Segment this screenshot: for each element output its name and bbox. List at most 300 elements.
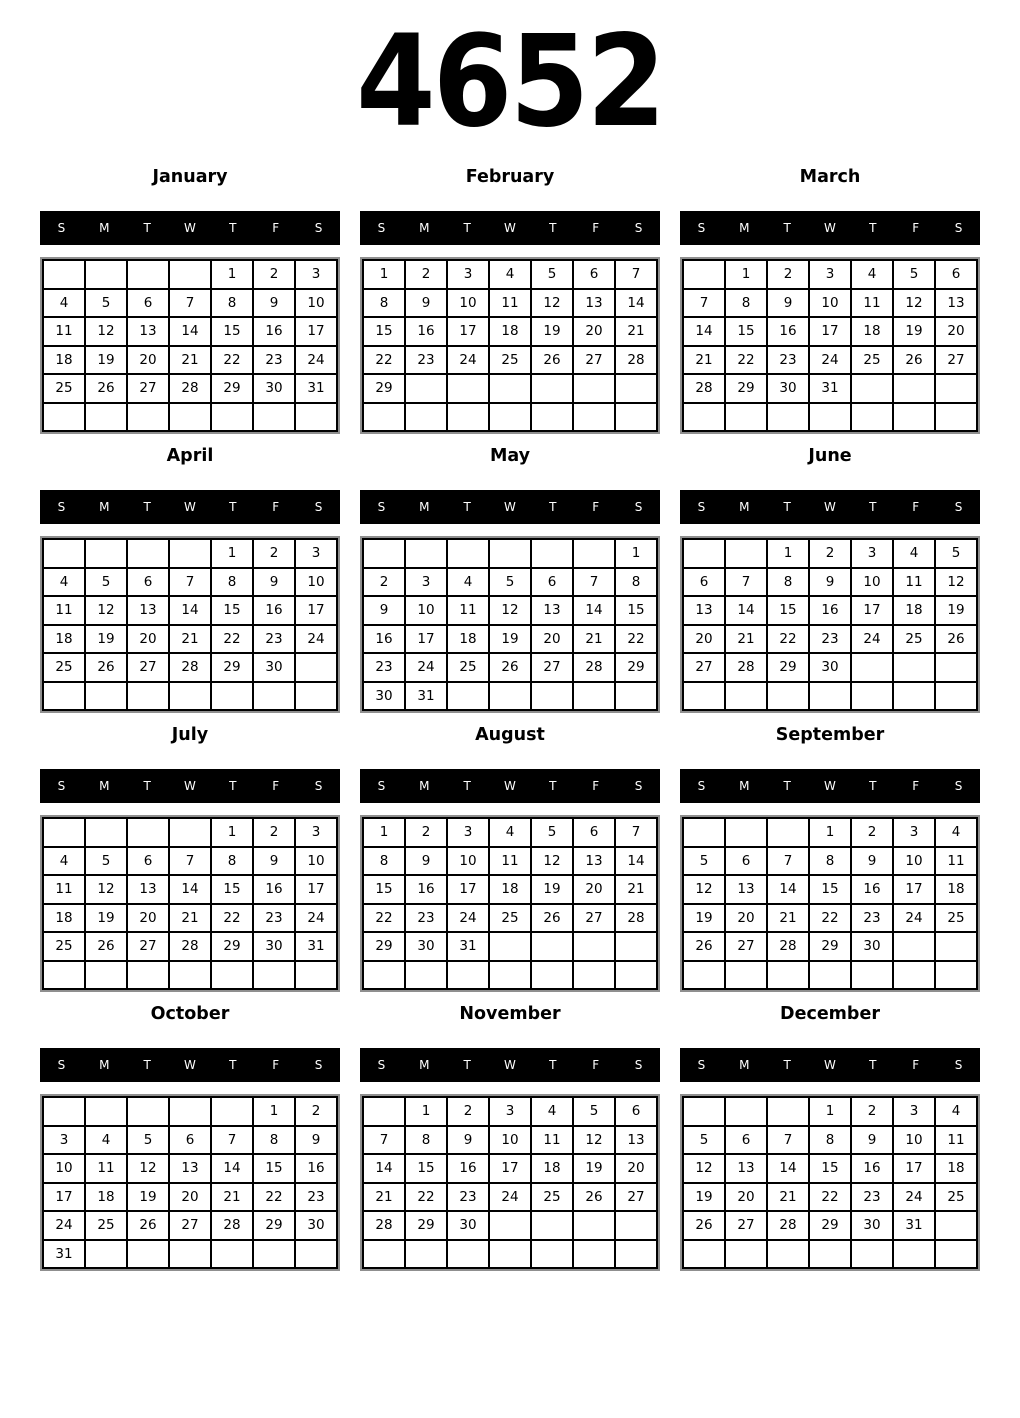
week-row <box>683 1126 977 1155</box>
week-row <box>363 1240 657 1269</box>
day-cell: 22 <box>363 346 405 375</box>
day-cell <box>295 1240 337 1269</box>
day-cell: 10 <box>893 1126 935 1155</box>
weekday-label: M <box>419 221 430 235</box>
week-row <box>683 1097 977 1126</box>
day-cell: 18 <box>43 904 85 933</box>
day-cell: 2 <box>447 1097 489 1126</box>
week-row <box>43 539 337 568</box>
day-cell: 5 <box>573 1097 615 1126</box>
month-grid-frame <box>680 1094 980 1271</box>
day-cell: 9 <box>447 1126 489 1155</box>
day-cell: 8 <box>363 289 405 318</box>
week-row <box>683 1211 977 1240</box>
weekday-label: W <box>824 1058 836 1072</box>
day-cell: 6 <box>573 260 615 289</box>
day-cell: 14 <box>169 596 211 625</box>
day-cell: 4 <box>43 289 85 318</box>
day-cell: 11 <box>43 317 85 346</box>
day-cell: 14 <box>767 1154 809 1183</box>
weekday-label: T <box>463 779 471 793</box>
week-row <box>363 289 657 318</box>
day-cell: 3 <box>405 568 447 597</box>
month-grid <box>42 538 338 711</box>
day-cell <box>615 682 657 711</box>
day-cell <box>573 1211 615 1240</box>
day-cell: 15 <box>363 317 405 346</box>
weekday-label: W <box>824 779 836 793</box>
day-cell: 6 <box>725 1126 767 1155</box>
day-cell: 30 <box>767 374 809 403</box>
weekday-label: M <box>739 1058 750 1072</box>
day-cell <box>615 932 657 961</box>
day-cell <box>683 682 725 711</box>
day-cell: 10 <box>295 847 337 876</box>
day-cell: 2 <box>851 1097 893 1126</box>
day-cell <box>615 403 657 432</box>
day-cell: 6 <box>127 568 169 597</box>
day-cell: 29 <box>363 374 405 403</box>
month-grid-body <box>43 1097 337 1268</box>
day-cell <box>127 1097 169 1126</box>
day-cell: 23 <box>851 904 893 933</box>
day-cell <box>489 961 531 990</box>
day-cell <box>851 653 893 682</box>
week-row <box>43 317 337 346</box>
day-cell: 21 <box>363 1183 405 1212</box>
day-cell <box>809 1240 851 1269</box>
day-cell <box>767 403 809 432</box>
day-cell: 25 <box>489 904 531 933</box>
day-cell: 12 <box>893 289 935 318</box>
weekday-label: M <box>419 1058 430 1072</box>
weekday-label: M <box>419 779 430 793</box>
day-cell: 13 <box>573 847 615 876</box>
day-cell: 25 <box>893 625 935 654</box>
day-cell: 25 <box>531 1183 573 1212</box>
week-row <box>683 653 977 682</box>
day-cell <box>169 260 211 289</box>
day-cell: 11 <box>935 847 977 876</box>
day-cell: 15 <box>211 596 253 625</box>
day-cell: 13 <box>573 289 615 318</box>
day-cell: 23 <box>809 625 851 654</box>
day-cell <box>169 682 211 711</box>
weekday-label: S <box>377 779 386 793</box>
day-cell: 28 <box>725 653 767 682</box>
day-cell <box>127 818 169 847</box>
day-cell: 23 <box>295 1183 337 1212</box>
day-cell: 30 <box>809 653 851 682</box>
weekday-label: M <box>99 779 110 793</box>
month-grid-body <box>363 539 657 710</box>
week-row <box>43 1211 337 1240</box>
day-cell: 15 <box>211 317 253 346</box>
month-grid-body <box>43 539 337 710</box>
week-row <box>683 317 977 346</box>
weekday-label: T <box>549 221 557 235</box>
day-cell: 6 <box>725 847 767 876</box>
day-cell <box>489 374 531 403</box>
day-cell: 16 <box>447 1154 489 1183</box>
month-title: February <box>465 167 555 187</box>
day-cell: 26 <box>531 346 573 375</box>
day-cell <box>767 1240 809 1269</box>
day-cell: 8 <box>211 568 253 597</box>
month-title: December <box>780 1004 880 1024</box>
day-cell: 14 <box>363 1154 405 1183</box>
day-cell: 31 <box>405 682 447 711</box>
day-cell <box>211 1240 253 1269</box>
day-cell <box>43 1097 85 1126</box>
day-cell: 15 <box>767 596 809 625</box>
weekday-label: T <box>229 500 237 514</box>
day-cell <box>405 403 447 432</box>
day-cell: 17 <box>893 1154 935 1183</box>
day-cell: 17 <box>295 317 337 346</box>
weekday-bar <box>40 490 340 524</box>
day-cell: 25 <box>935 1183 977 1212</box>
day-cell: 15 <box>253 1154 295 1183</box>
month-grid-frame <box>680 815 980 992</box>
weekday-label: W <box>824 221 836 235</box>
day-cell: 14 <box>169 875 211 904</box>
day-cell <box>405 1240 447 1269</box>
day-cell: 25 <box>43 653 85 682</box>
day-cell <box>43 682 85 711</box>
weekday-label: W <box>824 500 836 514</box>
weekday-label: T <box>143 221 151 235</box>
day-cell <box>573 374 615 403</box>
day-cell: 27 <box>725 1211 767 1240</box>
weekday-label: F <box>912 500 920 514</box>
day-cell: 18 <box>447 625 489 654</box>
day-cell <box>489 403 531 432</box>
day-cell: 29 <box>615 653 657 682</box>
day-cell <box>725 818 767 847</box>
day-cell: 9 <box>405 289 447 318</box>
day-cell <box>43 403 85 432</box>
day-cell: 13 <box>127 317 169 346</box>
month-block <box>680 722 980 992</box>
week-row <box>43 875 337 904</box>
day-cell: 20 <box>935 317 977 346</box>
month-grid <box>682 1096 978 1269</box>
week-row <box>363 539 657 568</box>
week-row <box>683 682 977 711</box>
week-row <box>683 1240 977 1269</box>
week-row <box>683 818 977 847</box>
day-cell: 28 <box>169 932 211 961</box>
week-row <box>363 653 657 682</box>
day-cell: 2 <box>253 539 295 568</box>
day-cell: 28 <box>211 1211 253 1240</box>
day-cell: 5 <box>489 568 531 597</box>
day-cell: 8 <box>725 289 767 318</box>
day-cell: 10 <box>405 596 447 625</box>
day-cell: 12 <box>85 875 127 904</box>
day-cell <box>851 682 893 711</box>
weekday-label: T <box>869 221 877 235</box>
weekday-label: M <box>99 500 110 514</box>
day-cell <box>85 961 127 990</box>
weekday-bar <box>360 211 660 245</box>
day-cell: 15 <box>809 1154 851 1183</box>
day-cell: 12 <box>573 1126 615 1155</box>
weekday-label: S <box>314 221 323 235</box>
day-cell: 23 <box>253 625 295 654</box>
day-cell: 20 <box>573 317 615 346</box>
day-cell: 5 <box>531 818 573 847</box>
day-cell: 14 <box>573 596 615 625</box>
week-row <box>43 403 337 432</box>
month-grid-frame <box>360 1094 660 1271</box>
day-cell: 17 <box>447 875 489 904</box>
day-cell: 29 <box>809 1211 851 1240</box>
day-cell <box>851 403 893 432</box>
weekday-label: M <box>739 779 750 793</box>
month-grid-frame <box>40 815 340 992</box>
day-cell: 16 <box>851 1154 893 1183</box>
day-cell: 2 <box>253 260 295 289</box>
day-cell: 24 <box>489 1183 531 1212</box>
day-cell: 8 <box>615 568 657 597</box>
day-cell <box>447 403 489 432</box>
day-cell: 21 <box>211 1183 253 1212</box>
day-cell: 22 <box>211 904 253 933</box>
month-block <box>40 722 340 992</box>
day-cell: 25 <box>43 374 85 403</box>
day-cell: 28 <box>683 374 725 403</box>
day-cell: 6 <box>573 818 615 847</box>
month-grid <box>682 259 978 432</box>
day-cell: 25 <box>447 653 489 682</box>
day-cell <box>767 1097 809 1126</box>
day-cell: 5 <box>85 568 127 597</box>
day-cell: 13 <box>683 596 725 625</box>
day-cell: 17 <box>489 1154 531 1183</box>
day-cell: 17 <box>447 317 489 346</box>
day-cell: 4 <box>531 1097 573 1126</box>
day-cell <box>767 818 809 847</box>
day-cell <box>253 961 295 990</box>
week-row <box>683 1183 977 1212</box>
day-cell: 26 <box>893 346 935 375</box>
weekday-bar <box>680 490 980 524</box>
day-cell: 11 <box>893 568 935 597</box>
month-block <box>680 1001 980 1271</box>
weekday-label: S <box>954 500 963 514</box>
day-cell: 4 <box>935 1097 977 1126</box>
weekday-label: T <box>549 779 557 793</box>
weekday-label: S <box>697 500 706 514</box>
day-cell: 5 <box>683 1126 725 1155</box>
day-cell <box>531 932 573 961</box>
day-cell <box>211 403 253 432</box>
day-cell <box>489 1240 531 1269</box>
day-cell: 28 <box>767 932 809 961</box>
day-cell: 1 <box>363 818 405 847</box>
day-cell <box>85 539 127 568</box>
weekday-label: F <box>272 500 280 514</box>
weekday-label: S <box>697 779 706 793</box>
weekday-label: W <box>504 1058 516 1072</box>
day-cell: 18 <box>851 317 893 346</box>
day-cell <box>363 1097 405 1126</box>
day-cell <box>615 374 657 403</box>
weekday-label: W <box>184 500 196 514</box>
week-row <box>43 1240 337 1269</box>
weekday-label: M <box>99 1058 110 1072</box>
week-row <box>363 374 657 403</box>
day-cell <box>531 682 573 711</box>
day-cell: 16 <box>295 1154 337 1183</box>
day-cell: 18 <box>85 1183 127 1212</box>
day-cell <box>531 539 573 568</box>
week-row <box>363 1097 657 1126</box>
day-cell: 1 <box>211 818 253 847</box>
day-cell: 1 <box>363 260 405 289</box>
day-cell <box>683 260 725 289</box>
day-cell: 1 <box>253 1097 295 1126</box>
day-cell: 24 <box>447 346 489 375</box>
day-cell: 13 <box>531 596 573 625</box>
month-grid <box>42 1096 338 1269</box>
day-cell <box>683 539 725 568</box>
day-cell: 29 <box>211 653 253 682</box>
week-row <box>43 568 337 597</box>
day-cell: 2 <box>295 1097 337 1126</box>
week-row <box>363 317 657 346</box>
year-title <box>0 6 1020 156</box>
day-cell <box>43 539 85 568</box>
day-cell: 16 <box>253 875 295 904</box>
weekday-bar <box>360 490 660 524</box>
month-title: June <box>808 446 852 466</box>
day-cell: 3 <box>43 1126 85 1155</box>
day-cell: 4 <box>935 818 977 847</box>
day-cell: 27 <box>127 653 169 682</box>
weekday-label: F <box>912 779 920 793</box>
day-cell: 9 <box>295 1126 337 1155</box>
day-cell <box>127 403 169 432</box>
weekday-label: W <box>184 779 196 793</box>
day-cell: 10 <box>893 847 935 876</box>
day-cell: 16 <box>253 596 295 625</box>
day-cell: 24 <box>405 653 447 682</box>
weekday-label: W <box>504 779 516 793</box>
day-cell: 17 <box>405 625 447 654</box>
day-cell <box>573 403 615 432</box>
day-cell <box>169 539 211 568</box>
day-cell: 31 <box>295 374 337 403</box>
weekday-label: W <box>504 500 516 514</box>
day-cell <box>253 1240 295 1269</box>
month-grid-frame <box>40 536 340 713</box>
day-cell: 10 <box>295 568 337 597</box>
day-cell: 7 <box>211 1126 253 1155</box>
day-cell: 27 <box>169 1211 211 1240</box>
day-cell: 25 <box>43 932 85 961</box>
day-cell <box>725 403 767 432</box>
day-cell: 21 <box>169 625 211 654</box>
day-cell: 5 <box>127 1126 169 1155</box>
week-row <box>363 1126 657 1155</box>
day-cell: 23 <box>447 1183 489 1212</box>
week-row <box>683 932 977 961</box>
day-cell: 29 <box>253 1211 295 1240</box>
day-cell <box>169 403 211 432</box>
day-cell <box>573 932 615 961</box>
day-cell <box>809 682 851 711</box>
day-cell: 30 <box>447 1211 489 1240</box>
week-row <box>363 346 657 375</box>
day-cell: 2 <box>851 818 893 847</box>
day-cell: 3 <box>893 1097 935 1126</box>
day-cell: 29 <box>725 374 767 403</box>
day-cell: 21 <box>615 875 657 904</box>
day-cell: 7 <box>169 847 211 876</box>
weekday-bar <box>680 1048 980 1082</box>
weekday-label: T <box>143 500 151 514</box>
day-cell: 24 <box>447 904 489 933</box>
weekday-label: S <box>954 779 963 793</box>
month-grid <box>42 817 338 990</box>
week-row <box>683 346 977 375</box>
month-grid <box>682 538 978 711</box>
day-cell: 20 <box>683 625 725 654</box>
day-cell <box>447 539 489 568</box>
week-row <box>363 403 657 432</box>
weekday-label: T <box>143 779 151 793</box>
month-block <box>360 722 660 992</box>
day-cell: 1 <box>211 260 253 289</box>
day-cell: 24 <box>295 625 337 654</box>
day-cell: 25 <box>85 1211 127 1240</box>
weekday-bar <box>680 211 980 245</box>
day-cell: 8 <box>809 847 851 876</box>
day-cell <box>489 682 531 711</box>
week-row <box>43 596 337 625</box>
day-cell: 1 <box>405 1097 447 1126</box>
month-title: May <box>489 446 531 466</box>
weekday-label: S <box>954 1058 963 1072</box>
day-cell <box>935 403 977 432</box>
month-grid <box>362 817 658 990</box>
day-cell: 20 <box>127 625 169 654</box>
day-cell: 26 <box>85 932 127 961</box>
day-cell: 28 <box>615 346 657 375</box>
week-row <box>683 961 977 990</box>
day-cell: 19 <box>531 875 573 904</box>
day-cell: 16 <box>363 625 405 654</box>
day-cell: 17 <box>43 1183 85 1212</box>
week-row <box>363 847 657 876</box>
weekday-label: T <box>463 221 471 235</box>
weekday-label: T <box>143 1058 151 1072</box>
month-block <box>40 164 340 434</box>
weekday-label: S <box>57 1058 66 1072</box>
day-cell <box>893 653 935 682</box>
weekday-label: S <box>314 1058 323 1072</box>
day-cell: 7 <box>169 568 211 597</box>
day-cell: 17 <box>295 875 337 904</box>
month-grid-frame <box>360 257 660 434</box>
weekday-label: T <box>549 500 557 514</box>
day-cell: 19 <box>573 1154 615 1183</box>
day-cell: 20 <box>725 1183 767 1212</box>
day-cell: 9 <box>253 568 295 597</box>
